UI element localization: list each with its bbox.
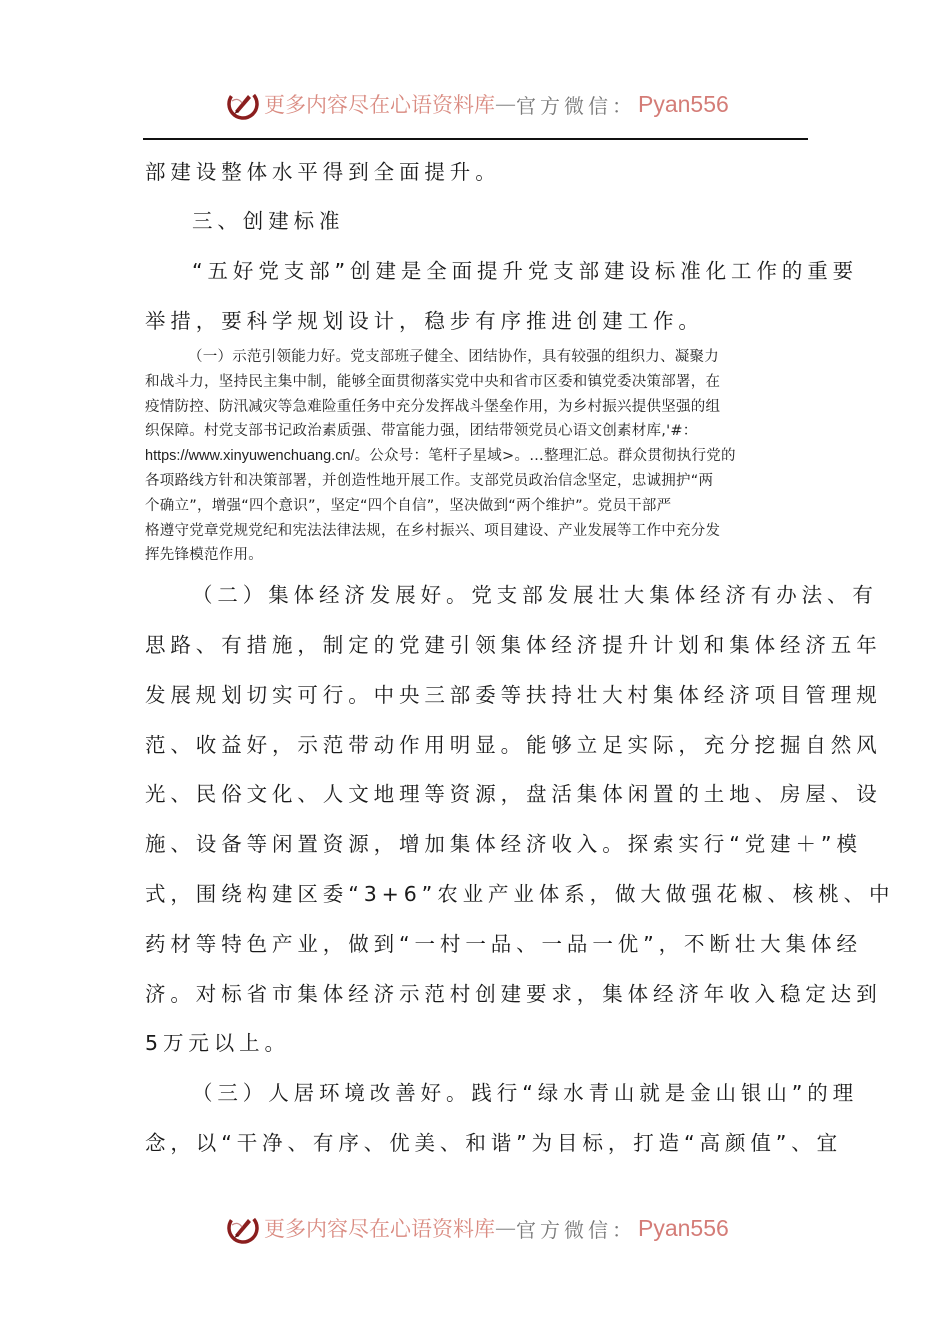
banner-wechat-label: 官方微信：: [516, 93, 636, 118]
section2-line: （二）集体经济发展好。党支部发展壮大集体经济有办法、有: [192, 583, 878, 607]
header-banner: [226, 84, 729, 124]
section1-line: 疫情防控、防汛减灾等急难险重任务中充分发挥战斗堡垒作用，为乡村振兴提供坚强的组: [145, 399, 721, 415]
section2-line: 思路、有措施，制定的党建引领集体经济提升计划和集体经济五年: [145, 633, 882, 657]
section2-line: 式，围绕构建区委“3+6”农业产业体系，做大做强花椒、核桃、中: [145, 882, 895, 906]
section1-line: 挥先锋模范作用。: [145, 547, 263, 563]
section2-line: 济。对标省市集体经济示范村创建要求，集体经济年收入稳定达到: [145, 982, 882, 1006]
banner-main-text: 更多内容尽在心语资料库: [264, 1217, 495, 1241]
banner-dash: —: [495, 1216, 516, 1240]
paragraph-line: 部建设整体水平得到全面提升。: [145, 160, 501, 184]
banner-wechat-id: Pyan556: [638, 1214, 729, 1241]
section1-line: （一）示范引领能力好。党支部班子健全、团结协作，具有较强的组织力、凝聚力: [188, 349, 719, 365]
banner-wechat-id: Pyan556: [638, 90, 729, 117]
section1-line-with-link: [145, 445, 807, 467]
section2-line: 药材等特色产业，做到“一村一品、一品一优”，不断壮大集体经: [145, 932, 862, 956]
section1-line: 织保障。村党支部书记政治素质强、带富能力强，团结带领党员心语文创素材库,'#：: [145, 423, 698, 439]
banner-wechat-label: 官方微信：: [516, 1217, 636, 1242]
section1-line: 各项路线方针和决策部署，并创造性地开展工作。支部党员政治信念坚定，忠诚拥护“两: [145, 473, 714, 489]
section1-line: 格遵守党章党规党纪和宪法法律法规，在乡村振兴、项目建设、产业发展等工作中充分发: [145, 523, 721, 539]
section-heading: 三、创建标准: [192, 209, 345, 233]
section1-line: 和战斗力，坚持民主集中制，能够全面贯彻落实党中央和省市区委和镇党委决策部署，在: [145, 374, 721, 390]
section2-line: 施、设备等闲置资源，增加集体经济收入。探索实行“党建＋”模: [145, 832, 862, 856]
header-divider: [143, 138, 808, 140]
section3-line: 念，以“干净、有序、优美、和谐”为目标，打造“高颜值”、宜: [145, 1131, 843, 1155]
footer-banner: [226, 1208, 729, 1248]
banner-dash: —: [495, 92, 516, 116]
section2-line: 5万元以上。: [145, 1031, 290, 1055]
paragraph-line: 举措，要科学规划设计，稳步有序推进创建工作。: [145, 309, 704, 333]
section2-line: 光、民俗文化、人文地理等资源，盘活集体闲置的土地、房屋、设: [145, 782, 882, 806]
quill-pen-logo-icon: [226, 87, 260, 121]
website-link[interactable]: https://www.xinyuwenchuang.cn/: [145, 448, 355, 464]
banner-main-text: 更多内容尽在心语资料库: [264, 93, 495, 117]
section1-line: 个确立”，增强“四个意识”，坚定“四个自信”，坚决做到“两个维护”。党员干部严: [145, 498, 672, 514]
section2-line: 发展规划切实可行。中央三部委等扶持壮大村集体经济项目管理规: [145, 683, 882, 707]
quill-pen-logo-icon: [226, 1211, 260, 1245]
section1-text: 。公众号：笔杆子星域>。…整理汇总。群众贯彻执行党的: [354, 448, 736, 464]
section3-line: （三）人居环境改善好。践行“绿水青山就是金山银山”的理: [192, 1081, 859, 1105]
section2-line: 范、收益好，示范带动作用明显。能够立足实际，充分挖掘自然风: [145, 733, 882, 757]
paragraph-line: “五好党支部”创建是全面提升党支部建设标准化工作的重要: [192, 259, 859, 283]
